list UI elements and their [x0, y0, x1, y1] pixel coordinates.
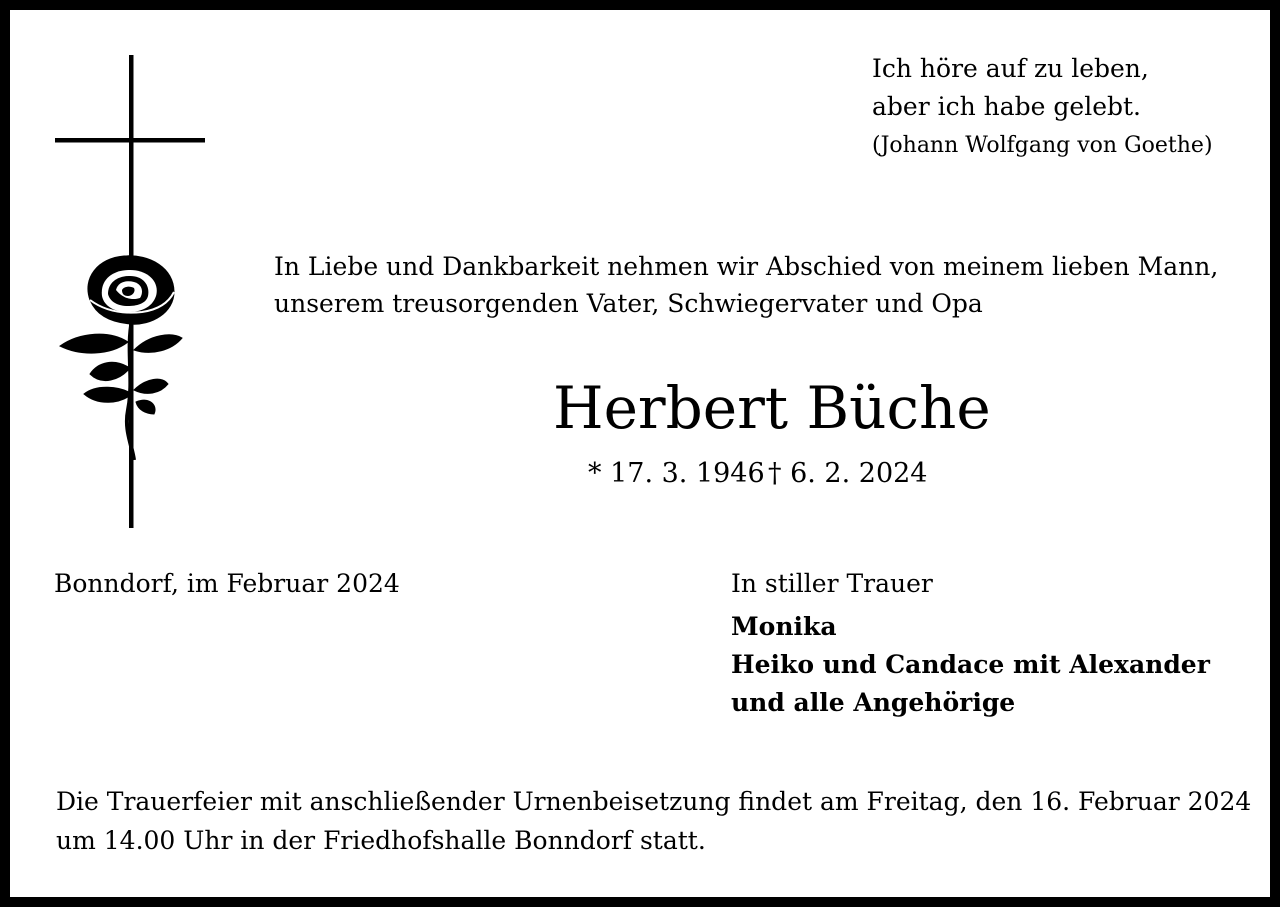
ceremony-line-2: um 14.00 Uhr in der Friedhofshalle Bonndorf statt. [56, 826, 706, 855]
birth-date: * 17. 3. 1946 [588, 458, 765, 489]
quote-author: (Johann Wolfgang von Goethe) [872, 133, 1213, 158]
intro-line-1: In Liebe und Dankbarkeit nehmen wir Abschied von meinem lieben Mann, [274, 252, 1219, 281]
death-date: † 6. 2. 2024 [768, 458, 928, 489]
mourner-name: Monika [731, 612, 837, 641]
ceremony-line-1: Die Trauerfeier mit anschließender Urnenbeisetzung findet am Freitag, den 16. Februar 2024 [56, 787, 1252, 816]
rose-icon [60, 256, 182, 460]
quote-line-2: aber ich habe gelebt. [872, 92, 1141, 121]
mourner-name: Heiko und Candace mit Alexander [731, 650, 1210, 679]
mourners-title: In stiller Trauer [731, 569, 933, 598]
mourner-name: und alle Angehörige [731, 688, 1016, 717]
cross-rose-emblem [50, 50, 220, 535]
intro-line-2: unserem treusorgenden Vater, Schwiegervater und Opa [274, 289, 983, 318]
quote-line-1: Ich höre auf zu leben, [872, 54, 1149, 83]
place-date: Bonndorf, im Februar 2024 [54, 569, 400, 598]
deceased-name: Herbert Büche [553, 374, 991, 442]
